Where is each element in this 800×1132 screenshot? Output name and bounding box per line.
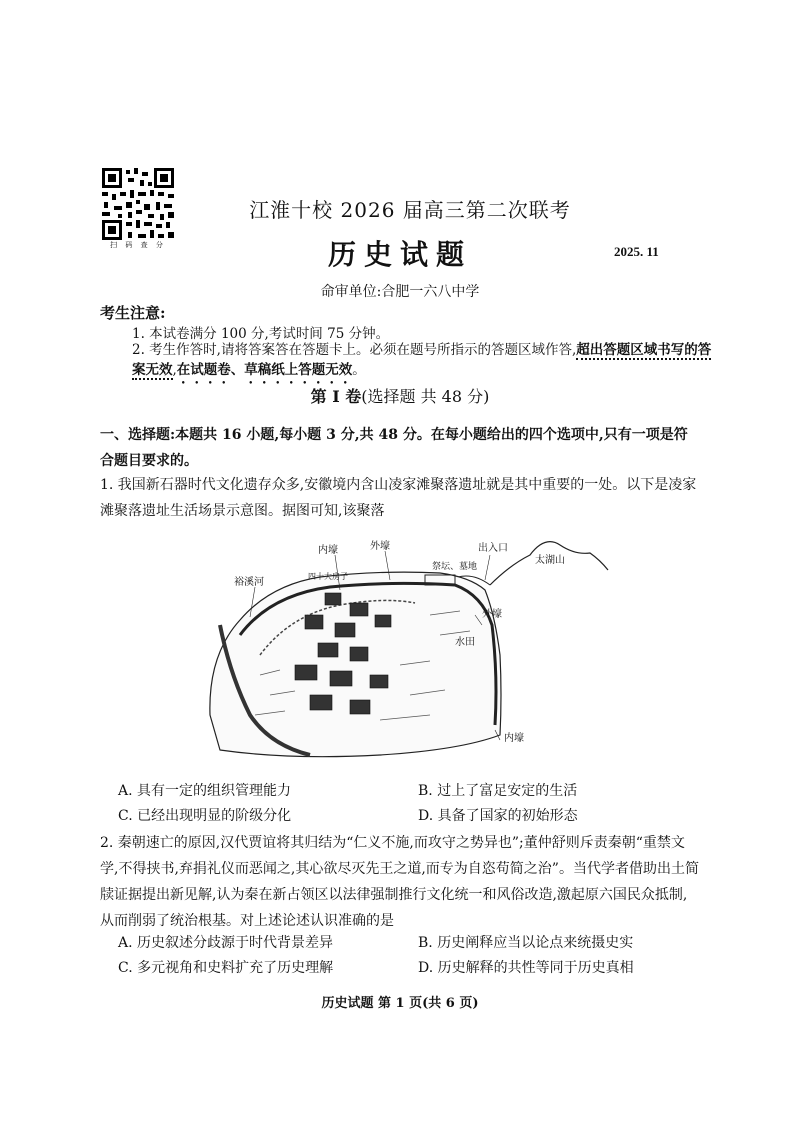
notice-heading: 考生注意:: [100, 304, 166, 322]
label-river: 裕溪河: [234, 577, 264, 588]
q1-option-b[interactable]: B. 过上了富足安定的生活: [418, 783, 578, 799]
q1-option-c[interactable]: C. 已经出现明显的阶级分化: [118, 808, 292, 824]
q2-option-c[interactable]: C. 多元视角和史料扩充了历史理解: [118, 960, 334, 976]
notice-comma: ,: [172, 362, 177, 378]
label-altar: 祭坛、墓地: [432, 562, 478, 572]
notice-item-1: 1. 本试卷满分 100 分,考试时间 75 分钟。: [132, 326, 390, 342]
section-instructions: 一、选择题:本题共 16 小题,每小题 3 分,共 48 分。在每小题给出的四个选项中,只有一项是符合题目要求的。: [100, 427, 688, 469]
part-label: 第 I 卷: [310, 387, 362, 406]
q2-option-b[interactable]: B. 历史阐释应当以论点来统摄史实: [418, 935, 634, 951]
exam-date: 2025. 11: [614, 244, 659, 259]
q2-option-d[interactable]: D. 历史解释的共性等同于历史真相: [418, 960, 634, 976]
label-outer-moat-2: 外壕: [482, 609, 502, 620]
notice-end: 。: [352, 362, 366, 378]
q1-option-a[interactable]: A. 具有一定的组织管理能力: [118, 783, 292, 799]
label-inner-moat: 内壕: [318, 545, 338, 556]
label-outer-moat: 外壕: [370, 541, 390, 552]
q2-option-a[interactable]: A. 历史叙述分歧源于时代背景差异: [118, 935, 334, 951]
compiling-unit: 命审单位:合肥一六八中学: [320, 284, 480, 300]
question-2-stem: 2. 秦朝速亡的原因,汉代贾谊将其归结为“仁义不施,而攻守之势异也”;董仲舒则斥责秦朝“重禁文学,不得挟书,弃捐礼仪而恶闻之,其心欲尽灭先王之道,而专为自恣苟简之治”。当代学者借助出土简牍证据提出新见解,认为秦在新占领区以法律强制推行文化统一和风俗改造,激起原六国民众抵制,从而削弱了统治根基。对上述论述认识准确的是: [100, 835, 699, 929]
q1-option-d[interactable]: D. 具备了国家的初始形态: [418, 808, 578, 824]
notice-item-2: [132, 340, 712, 387]
label-entrance: 出入口: [478, 543, 508, 554]
label-mountain: 太湖山: [535, 555, 565, 566]
settlement-illustration: [200, 525, 610, 765]
notice-emphasis-1: 超出答题区域书写的答案无效: [132, 342, 712, 378]
exam-name: 江淮十校 2026 届高三第二次联考: [249, 198, 571, 222]
notice-item-2-text: 2. 考生作答时,请将答案答在答题卡上。必须在题号所指示的答题区域作答,: [132, 342, 577, 358]
qr-caption: 扫 码 查 分: [110, 241, 166, 249]
page-footer: 历史试题 第 1 页(共 6 页): [321, 996, 479, 1011]
label-water: 水田: [455, 637, 475, 648]
notice-emphasis-2: 在试题卷、草稿纸上答题无效: [176, 362, 353, 378]
question-1-stem: 1. 我国新石器时代文化遗存众多,安徽境内含山凌家滩聚落遗址就是其中重要的一处。以下是凌家滩聚落遗址生活场景示意图。据图可知,该聚落: [100, 477, 697, 519]
page-title: 历史试题: [327, 238, 472, 271]
settlement-illustration-svg: [200, 525, 610, 765]
label-house: 四十大房子: [308, 572, 348, 581]
label-inner-moat-2: 内壕: [504, 733, 524, 744]
part-paren: (选择题 共 48 分): [361, 387, 490, 406]
part-heading: [0, 384, 800, 407]
